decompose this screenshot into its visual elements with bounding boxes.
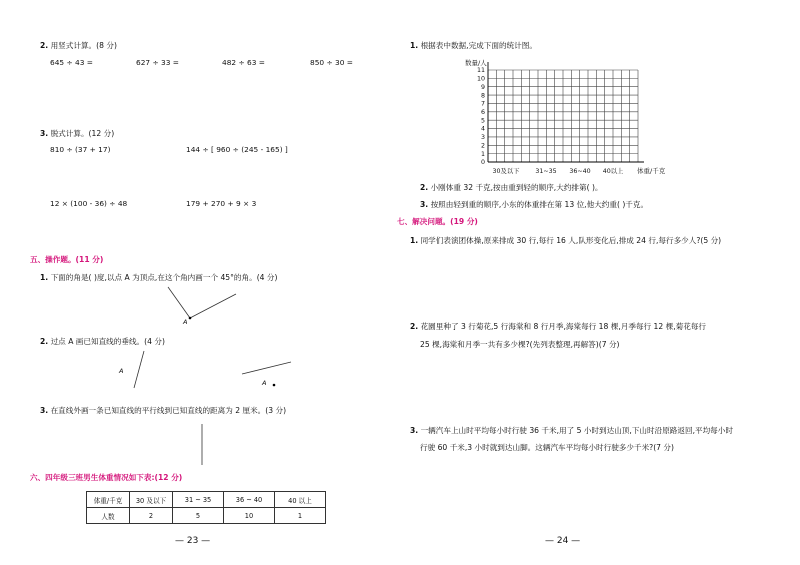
table-cell: 10 — [224, 508, 275, 524]
y-tick-label: 1 — [480, 150, 485, 158]
chart-y-label: 数量/人 — [465, 59, 487, 67]
sec7-q1: 1. 同学们表演团体操,原来排成 30 行,每行 16 人,队形变化后,排成 24 行,每行多少人?(5 分) — [410, 236, 722, 245]
table-cell: 人数 — [87, 508, 130, 524]
chart-x-label: 体重/千克 — [637, 167, 666, 175]
calc-item-2: 627 ÷ 33 = — [136, 58, 179, 67]
calc-item-3: 482 ÷ 63 = — [222, 58, 265, 67]
sec7-q2-line2: 25 棵,海棠和月季一共有多少棵?(先列表整理,再解答)(7 分) — [420, 340, 620, 349]
y-tick-label: 0 — [480, 159, 485, 167]
table-cell: 30 及以下 — [130, 492, 173, 508]
sec5-q3: 3. 在直线外画一条已知直线的平行线到已知直线的距离为 2 厘米。(3 分) — [40, 406, 287, 415]
sec7-q2-line1: 2. 花園里种了 3 行菊花,5 行海棠和 8 行月季,海棠每行 18 棵,月季每行 12 棵,菊花每行 — [410, 322, 707, 331]
x-category-label: 31~35 — [535, 168, 557, 175]
y-tick-label: 5 — [480, 117, 485, 125]
y-tick-label: 3 — [480, 134, 485, 142]
point-a-label-2: A — [262, 379, 267, 387]
sec5-q2: 2. 过点 A 画已知直线的垂线。(4 分) — [40, 337, 165, 346]
page-number-right: — 24 — — [545, 536, 581, 546]
step-calc-item-3: 12 × (100 - 36) ÷ 48 — [50, 199, 128, 208]
table-cell: 36 ~ 40 — [224, 492, 275, 508]
x-category-label: 36~40 — [569, 168, 591, 175]
r-q1: 1. 根据表中数据,完成下面的统计图。 — [410, 41, 537, 50]
y-tick-label: 10 — [476, 75, 485, 83]
x-category-label: 30及以下 — [492, 168, 520, 175]
sec7-q3-line1: 3. 一辆汽车上山时平均每小时行驶 36 千米,用了 5 小时到达山顶,下山时沿原路返回,平均每小时 — [410, 426, 733, 435]
angle-point-label: A — [183, 318, 188, 326]
table-cell: 体重/千克 — [87, 492, 130, 508]
q3-step-heading: 3. 脱式计算。(12 分) — [40, 129, 115, 138]
x-category-label: 40以上 — [602, 168, 624, 175]
sec7-q3-line2: 行驶 60 千米,3 小时就到达山脚。这辆汽车平均每小时行驶多少千米?(7 分) — [420, 443, 674, 452]
table-cell: 31 ~ 35 — [173, 492, 224, 508]
point-a-label-1: A — [119, 367, 124, 375]
y-tick-label: 8 — [480, 92, 485, 100]
section-5-title: 五、操作题。(11 分) — [30, 255, 104, 264]
section-6-title: 六、四年级三班男生体重情况如下表:(12 分) — [30, 473, 183, 482]
y-tick-label: 6 — [480, 109, 485, 117]
table-cell: 5 — [173, 508, 224, 524]
y-tick-label: 9 — [480, 83, 485, 91]
section-7-title: 七、解决问题。(19 分) — [397, 217, 478, 226]
table-cell: 1 — [275, 508, 326, 524]
r-q2: 2. 小刚体重 32 千克,按由重到轻的顺序,大约排第( )。 — [420, 183, 603, 192]
step-calc-item-1: 810 ÷ (37 + 17) — [50, 145, 111, 154]
sec5-q1: 1. 下面的角是( )度,以点 A 为顶点,在这个角内画一个 45°的角。(4 分) — [40, 273, 278, 282]
q2-calc-heading: 2. 用竖式计算。(8 分) — [40, 41, 117, 50]
step-calc-item-2: 144 ÷ [ 960 ÷ (245 - 165) ] — [186, 145, 288, 154]
page-number-left: — 23 — — [175, 536, 211, 546]
calc-item-4: 850 ÷ 30 = — [310, 58, 353, 67]
calc-item-1: 645 ÷ 43 = — [50, 58, 93, 67]
table-cell: 40 以上 — [275, 492, 326, 508]
y-tick-label: 4 — [480, 125, 485, 133]
y-tick-label: 2 — [480, 142, 485, 150]
r-q3: 3. 按照由轻到重的顺序,小东的体重排在第 13 位,他大约重( )千克。 — [420, 200, 649, 209]
y-tick-label: 7 — [480, 100, 485, 108]
table-cell: 2 — [130, 508, 173, 524]
step-calc-item-4: 179 + 270 + 9 × 3 — [186, 199, 257, 208]
y-tick-label: 11 — [476, 67, 485, 75]
